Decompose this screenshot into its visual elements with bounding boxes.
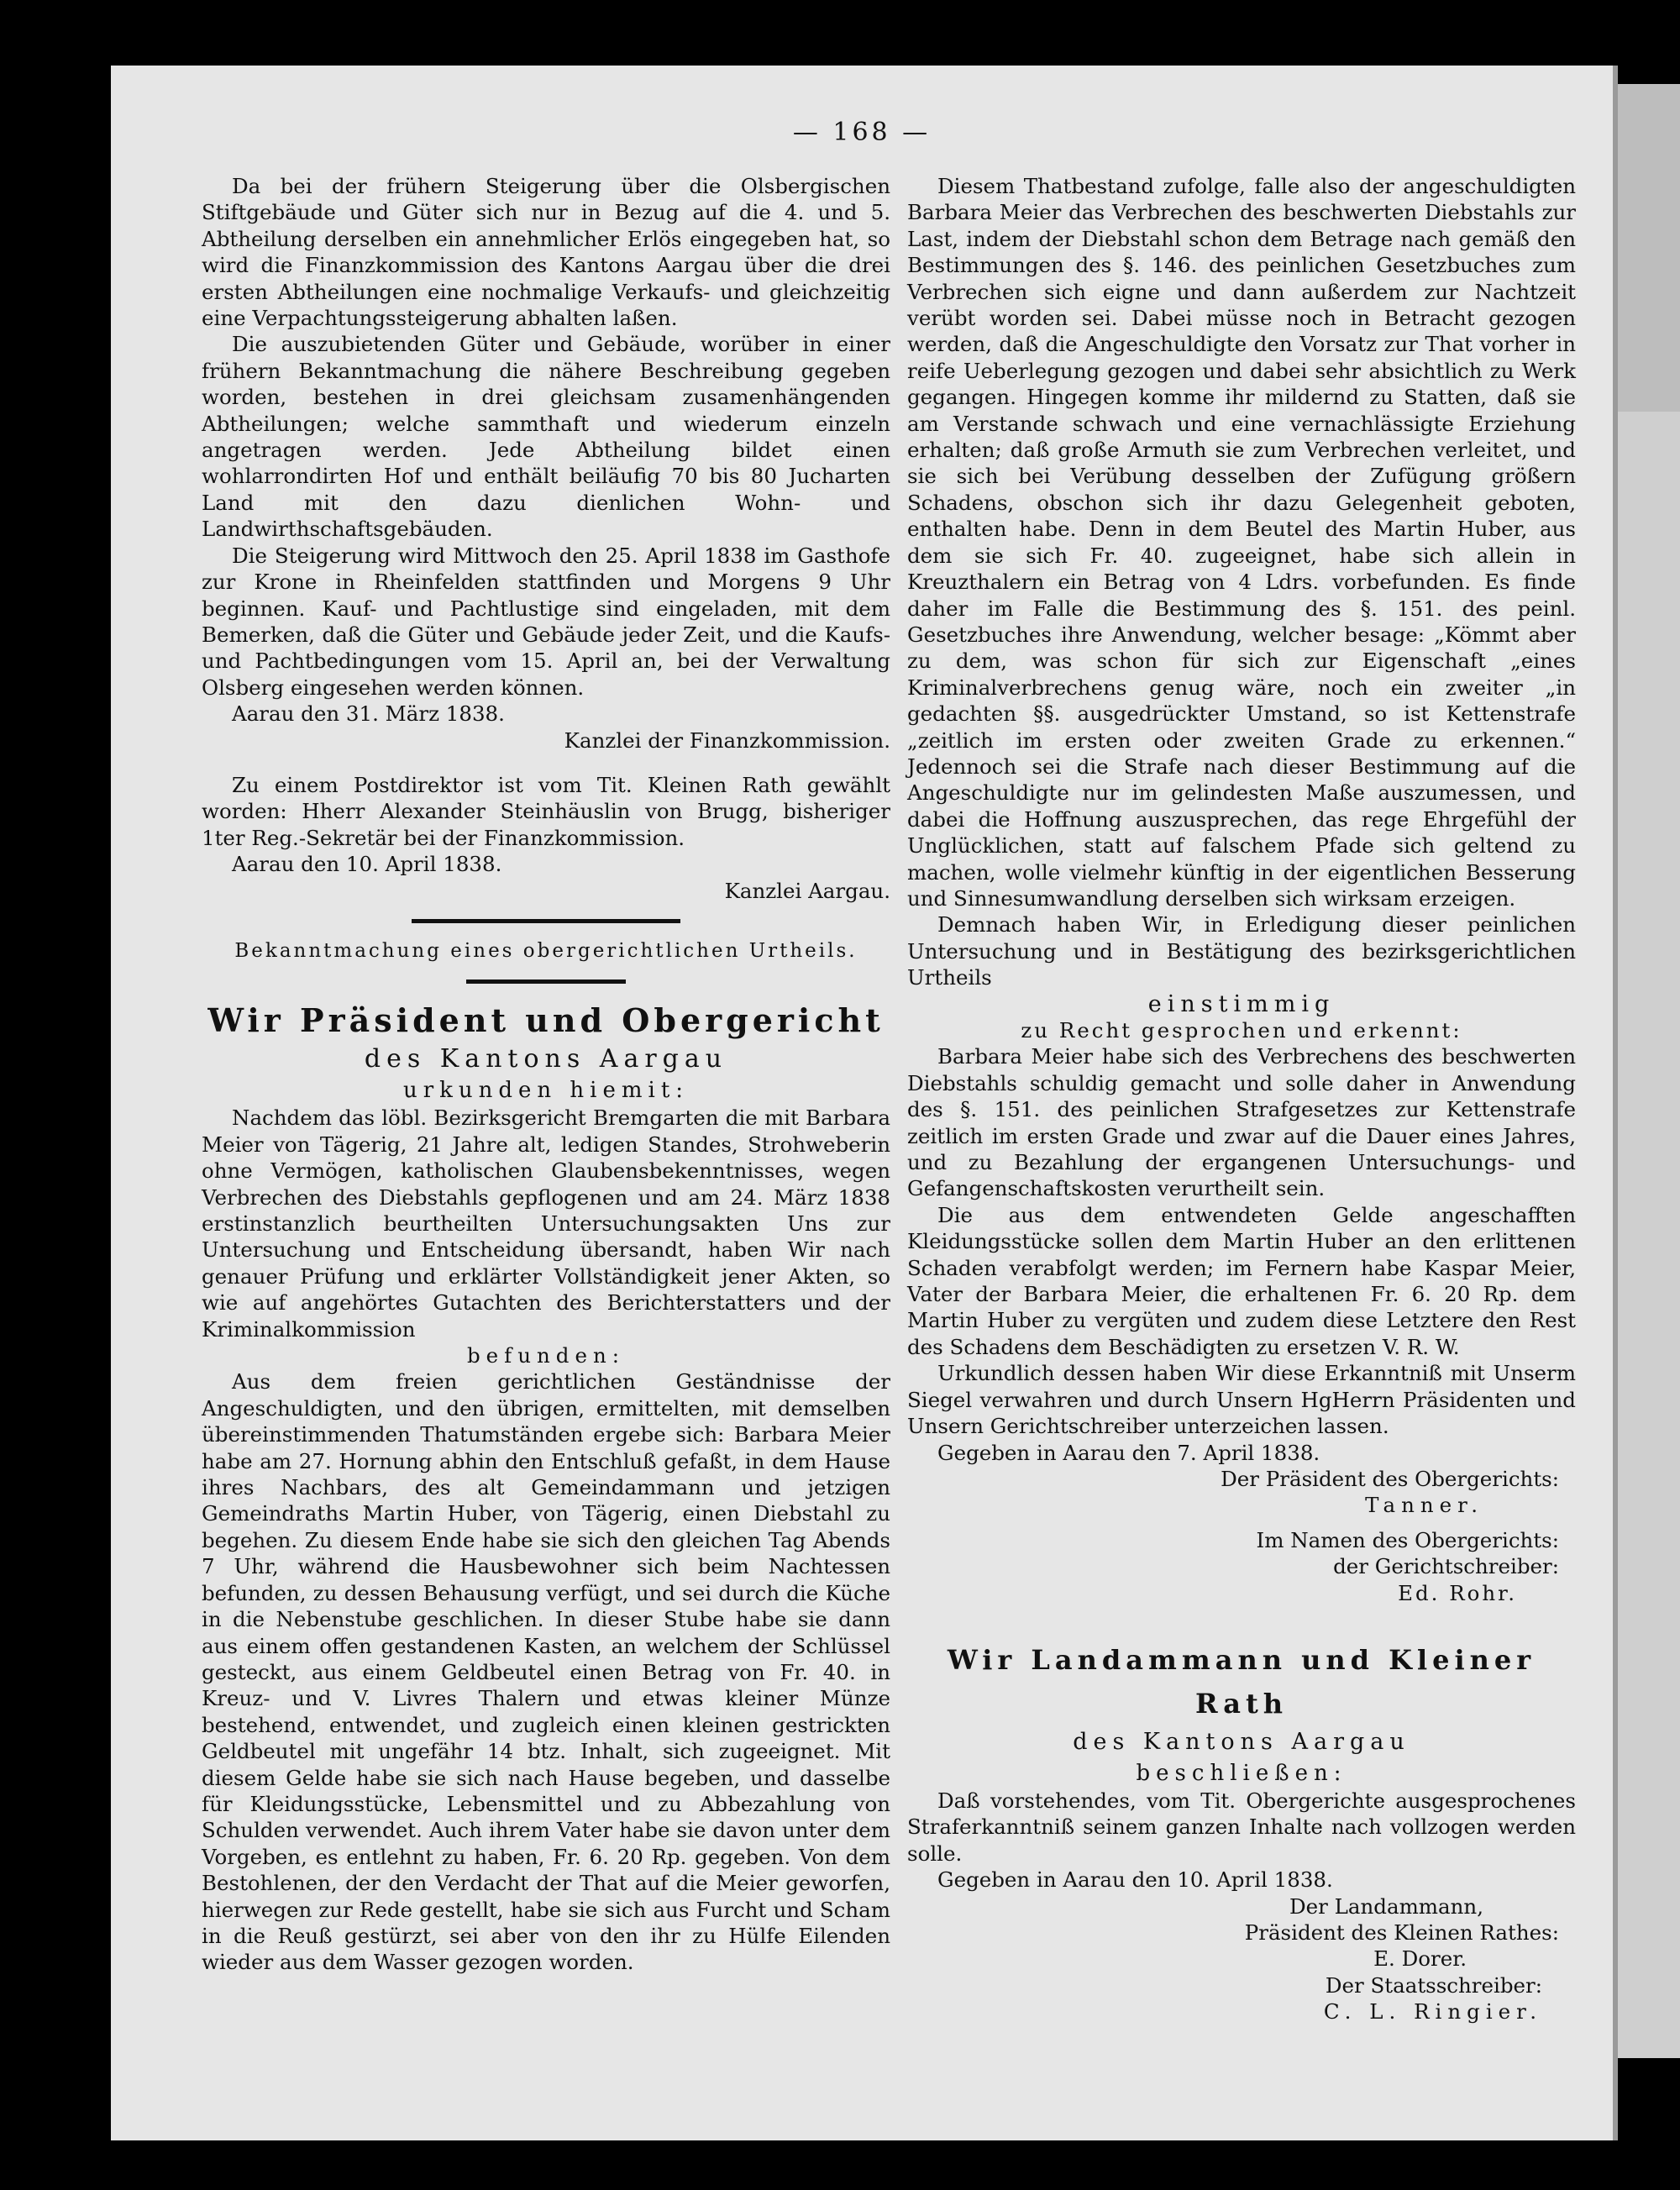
signature: C. L. Ringier.: [1323, 1999, 1542, 2025]
divider: [412, 919, 680, 923]
paragraph: Da bei der frühern Steigerung über die Olsbergischen Stiftgebäude und Güter sich nur in Bezug auf die 4. und 5. Abtheilung derselben ein annehmlicher Erlös eingegeben hat, so wird die Finanzkommission des Kantons Aargau über die drei ersten Abtheilungen eine nochmalige Verkaufs- und gleichzeitig eine Verpachtungssteigerung abhalten laßen.: [202, 174, 890, 331]
date-line: Gegeben in Aarau den 10. April 1838.: [937, 1867, 1333, 1893]
signature: Ed. Rohr.: [1398, 1580, 1517, 1605]
page-edge-light: [1613, 412, 1680, 2058]
paragraph: Zu einem Postdirektor ist vom Tit. Kleinen Rath gewählt worden: Hherr Alexander Steinhäuslin von Brugg, bisheriger 1ter Reg.-Sekretär bei der Finanzkommission.: [202, 772, 890, 850]
paragraph: Die aus dem entwendeten Gelde angeschafften Kleidungsstücke sollen dem Martin Huber an den erlittenen Schaden verabfolgt werden; im Fernern habe Kaspar Meier, Vater der Barbara Meier, die erhaltenen Fr. 6. 20 Rp. dem Martin Huber zu vergüten und zudem diese Letztere den Rest des Schadens dem Beschädigten zu ersetzen V. R. W.: [907, 1202, 1576, 1359]
paragraph: Nachdem das löbl. Bezirksgericht Bremgarten die mit Barbara Meier von Tägerig, 21 Jahre alt, ledigen Standes, Strohweberin ohne Vermögen, katholischen Glaubensbekenntnisses, wegen Verbrechen des Diebstahls gepflogenen und am 24. März 1838 erstinstanzlich beurtheilten Untersuchungsakten Uns zur Untersuchung und Entscheidung übersandt, haben Wir nach genauer Prüfung und erklärter Vollständigkeit jener Akten, so wie auf angehörtes Gutachten des Berichterstatters und der Kriminalkommission: [202, 1106, 890, 1342]
section-label: einstimmig: [1147, 990, 1336, 1017]
notice-title: Bekanntmachung eines obergerichtlichen Urtheils.: [234, 939, 858, 962]
paragraph: Daß vorstehendes, vom Tit. Obergerichte ausgesprochenes Straferkanntniß seinem ganzen Inhalte nach vollzogen werden solle.: [907, 1788, 1576, 1866]
page-number: — 168 —: [792, 118, 932, 147]
signature: E. Dorer.: [1373, 1946, 1467, 1972]
paragraph: Barbara Meier habe sich des Verbrechens des beschwerten Diebstahls schuldig gemacht und solle daher in Anwendung des §. 151. des peinlichen Strafgesetzes zur Kettenstrafe zeitlich im ersten Grade und zwar auf die Dauer eines Jahres, und zu Bezahlung der ergangenen Untersuchungs- und Gefangenschaftskosten verurtheilt sein.: [907, 1044, 1576, 1201]
paragraph: Demnach haben Wir, in Erledigung dieser peinlichen Untersuchung und in Bestätigung des bezirksgerichtlichen Urtheils: [907, 912, 1576, 990]
divider: [466, 979, 626, 984]
left-column: [202, 173, 890, 1976]
section-subheading: des Kantons Aargau: [364, 1044, 728, 1074]
section-subheading: urkunden hiemit:: [402, 1078, 690, 1104]
section-subheading: des Kantons Aargau: [1073, 1728, 1410, 1755]
signature: Kanzlei der Finanzkommission.: [564, 727, 890, 753]
paragraph: Aus dem freien gerichtlichen Geständnisse der Angeschuldigten, und den übrigen, ermittelten, mit demselben übereinstimmenden Thatumständen ergebe sich: Barbara Meier habe am 27. Hornung abhin den Entschluß gefaßt, in dem Hause ihres Nachbars, des alt Gemeindammann und jetzigen Gemeindraths Martin Huber, von Tägerig, einen Diebstahl zu begehen. Zu diesem Ende habe sie sich den gleichen Tag Abends 7 Uhr, während die Hausbewohner sich beim Nachtessen befunden, zu dessen Behausung verfügt, und sei durch die Küche in die Nebenstube geschlichen. In dieser Stube habe sie dann aus einem offen gestandenen Kasten, an welchem der Schlüssel gesteckt, aus einem Geldbeutel einen Betrag von Fr. 40. in Kreuz- und V. Livres Thalern und etwas kleiner Münze bestehend, entwendet, und zugleich einen kleinen gestrickten Geldbeutel mit ungefähr 14 btz. Inhalt, sich zugeeignet. Mit diesem Gelde habe sie sich nach Hause begeben, und dasselbe für Kleidungsstücke, Lebensmittel und zu Abbezahlung von Schulden verwendet. Auch ihrem Vater habe sie davon unter dem Vorgeben, es entlehnt zu haben, Fr. 6. 20 Rp. gegeben. Von dem Bestohlenen, der den Verdacht der That auf die Meier geworfen, hierwegen zur Rede gestellt, habe sie sich aus Furcht und Scham in die Reuß gestürzt, sei aber von den ihr zu Hülfe Eilenden wieder aus dem Wasser gezogen worden.: [202, 1369, 890, 1975]
date-line: Aarau den 10. April 1838.: [232, 852, 502, 877]
date-line: Aarau den 31. März 1838.: [232, 701, 505, 727]
right-column: [907, 173, 1576, 2025]
signature-title: Der Staatsschreiber:: [1325, 1972, 1542, 1998]
signature-title: Präsident des Kleinen Rathes:: [1244, 1920, 1559, 1945]
paragraph: Die Steigerung wird Mittwoch den 25. April 1838 im Gasthofe zur Krone in Rheinfelden stattfinden und Morgens 9 Uhr beginnen. Kauf- und Pachtlustige sind eingeladen, mit dem Bemerken, daß die Güter und Gebäude jeder Zeit, und die Kaufs- und Pachtbedingungen vom 15. April an, bei der Verwaltung Olsberg eingesehen werden können.: [202, 543, 890, 700]
section-subheading: beschließen:: [1136, 1760, 1347, 1786]
signature: Kanzlei Aargau.: [724, 878, 890, 903]
paragraph: Diesem Thatbestand zufolge, falle also der angeschuldigten Barbara Meier das Verbrechen des beschwerten Diebstahls zur Last, indem der Diebstahl schon dem Betrage nach gemäß den Bestimmungen des §. 146. des peinlichen Gesetzbuches zum Verbrechen sich eigne und dann außerdem zur Nachtzeit verübt worden sei. Dabei müsse noch in Betracht gezogen werden, daß die Angeschuldigte den Vorsatz zur That vorher in reife Ueberlegung gezogen und dabei sehr absichtlich zu Werk gegangen. Hingegen komme ihr mildernd zu Statten, daß sie am Verstande schwach und eine vernachlässigte Erziehung erhalten; daß große Armuth sie zum Verbrechen verleitet, und sie sich bei Verübung desselben der Zufügung größern Schadens, obschon sich ihr dazu Gelegenheit geboten, enthalten habe. Denn in dem Beutel des Martin Huber, aus dem sie sich Fr. 40. zugeeignet, habe sich allein in Kreuzthalern ein Betrag von 4 Ldrs. vorbefunden. Es finde daher im Falle die Bestimmung des §. 151. des peinl. Gesetzbuches ihre Anwendung, welcher besage: „Kömmt aber zu dem, was schon für sich zur Eigenschaft „eines Kriminalverbrechens genug wäre, noch ein zweiter „in gedachten §§. ausgedrückter Umstand, so ist Kettenstrafe „zeitlich im ersten oder zweiten Grade zu erkennen.“ Jedennoch sei die Strafe nach dieser Bestimmung auf die Angeschuldigte nur im gelindesten Maße auszumessen, und dabei die Hoffnung auszusprechen, das rege Ehrgefühl der Unglücklichen, statt auf falschem Pfade sich geltend zu machen, wolle vielmehr künftig in der eigentlichen Besserung und Sinnesumwandlung derselben sich wirksam erzeigen.: [907, 174, 1576, 911]
section-label: befunden:: [466, 1343, 626, 1368]
signature-title: Der Präsident des Obergerichts:: [1221, 1466, 1559, 1491]
paragraph: Die auszubietenden Güter und Gebäude, worüber in einer frühern Bekanntmachung die nähere Beschreibung gegeben worden, bestehen in drei gleichsam zusamenhängenden Abtheilungen; welche sammthaft und wiederum einzeln angetragen werden. Jede Abtheilung bildet einen wohlarrondirten Hof und enthält beiläufig 70 bis 80 Jucharten Land mit den dazu dienlichen Wohn- und Landwirthschaftsgebäuden.: [202, 332, 890, 542]
signature-title: Der Landammann,: [1289, 1893, 1483, 1919]
date-line: Gegeben in Aarau den 7. April 1838.: [937, 1440, 1320, 1465]
paragraph: Urkundlich dessen haben Wir diese Erkanntniß mit Unserm Siegel verwahren und durch Unsern HgHerrn Präsidenten und Unsern Gerichtschreiber unterzeichen lassen.: [907, 1361, 1576, 1439]
signature-title: Im Namen des Obergerichts:: [1256, 1527, 1559, 1552]
page-edge-dark: [1613, 84, 1680, 412]
signature: Tanner.: [1365, 1493, 1483, 1518]
signature-title: der Gerichtschreiber:: [1333, 1554, 1559, 1579]
section-label: zu Recht gesprochen und erkennt:: [1021, 1018, 1462, 1042]
document-page: [111, 66, 1618, 2140]
section-heading: Wir Präsident und Obergericht: [207, 1001, 885, 1040]
section-heading: Wir Landammann und Kleiner Rath: [947, 1643, 1536, 1720]
